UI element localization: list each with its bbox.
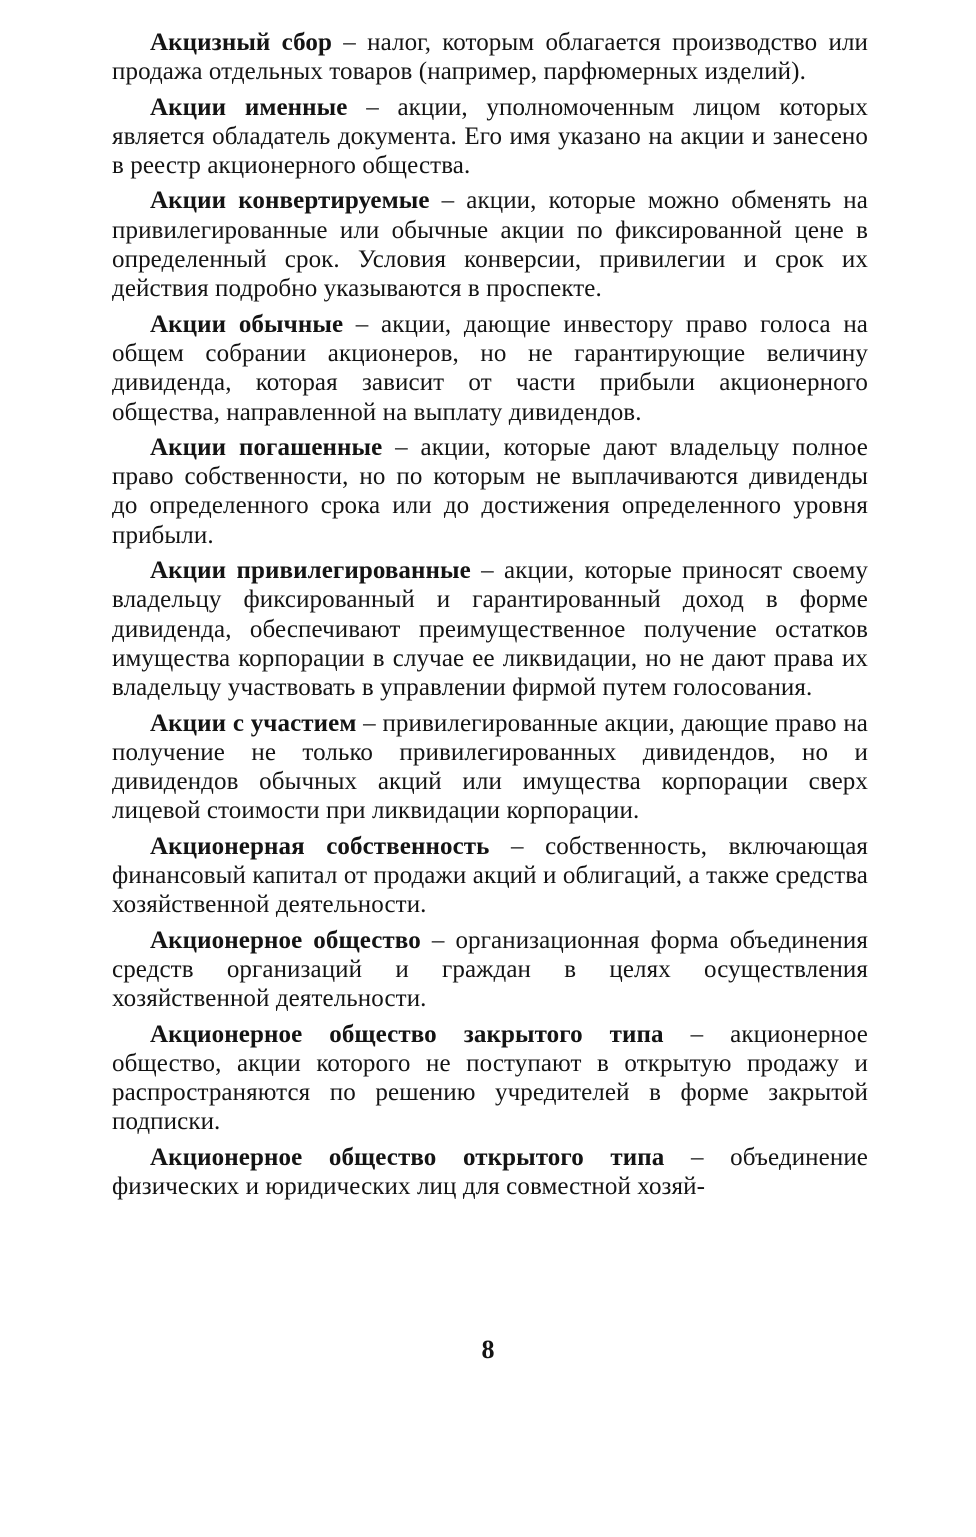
glossary-definition: – привилегированные акции, дающие право на получение не только привилегированных дивидендов, но и дивидендов обычных акций или имущества корпорации сверх лицевой стоимости при ликвидации корпорации. bbox=[112, 709, 868, 825]
glossary-term: Акции погашенные bbox=[150, 433, 383, 461]
glossary-definition: – акции, которые дают владельцу полное право собственности, но по которым не выплачиваются дивиденды до определенного срока или до достижения определенного уровня прибыли. bbox=[112, 433, 869, 549]
glossary-term: Акции с участием bbox=[150, 709, 357, 737]
page-number: 8 bbox=[481, 1335, 495, 1364]
glossary-definition: – акции, которые можно обменять на привилегированные или обычные акции по фиксированной цене в определенный срок. Условия конверсии, привилегии и срок их действия подробно указываются в проспекте. bbox=[112, 187, 868, 303]
glossary-term: Акцизный сбор bbox=[150, 29, 333, 56]
glossary-term: Акционерная собственность bbox=[150, 832, 490, 860]
glossary-term: Акции обычные bbox=[150, 310, 344, 338]
glossary-term: Акционерное общество открытого типа bbox=[150, 1143, 665, 1171]
glossary-term: Акции именные bbox=[150, 93, 348, 121]
glossary-entry bbox=[112, 832, 868, 920]
glossary-definition: – налог, которым облагается производство или продажа отдельных товаров (например, парфюмерных изделий). bbox=[112, 29, 868, 86]
glossary-entry bbox=[112, 93, 868, 181]
glossary-term: Акции привилегированные bbox=[150, 557, 471, 585]
glossary-entry bbox=[112, 926, 868, 1014]
glossary-entry bbox=[112, 310, 868, 427]
glossary-entry bbox=[112, 556, 868, 702]
glossary-definition: – объединение физических и юридических лиц для совместной хозяй- bbox=[112, 1143, 868, 1200]
glossary-entry bbox=[112, 433, 868, 550]
glossary-entry bbox=[112, 28, 868, 87]
glossary-entry bbox=[112, 186, 868, 303]
glossary-definition: – акционерное общество, акции которого не поступают в открытую продажу и распространяются по решению учредителей в форме закрытой подписки. bbox=[112, 1020, 869, 1136]
glossary-entry bbox=[112, 709, 868, 826]
glossary-column bbox=[112, 28, 868, 1207]
glossary-definition: – акции, уполномоченным лицом которых является обладатель документа. Его имя указано на акции и занесено в реестр акционерного общества. bbox=[112, 93, 868, 180]
glossary-definition: – организационная форма объединения средств организаций и граждан в целях осуществления хозяйственной деятельности. bbox=[112, 926, 868, 1013]
glossary-definition: – акции, дающие инвестору право голоса на общем собрании акционеров, но не гарантирующие величину дивиденда, которая зависит от части прибыли акционерного общества, направленной на выплату дивидендов. bbox=[112, 310, 868, 426]
glossary-term: Акционерное общество bbox=[150, 926, 421, 954]
glossary-entry bbox=[112, 1143, 868, 1202]
glossary-term: Акции конвертируемые bbox=[150, 187, 430, 215]
glossary-entry bbox=[112, 1020, 868, 1137]
glossary-definition: – собственность, включающая финансовый капитал от продажи акций и облигаций, а также средства хозяйственной деятельности. bbox=[112, 832, 868, 919]
glossary-term: Акционерное общество закрытого типа bbox=[150, 1020, 664, 1048]
glossary-definition: – акции, которые приносят своему владельцу фиксированный и гарантированный доход в форме дивиденда, обеспечивают преимущественное получение остатков имущества корпорации в случае ее ликвидации, но не дают права их владельцу участвовать в управлении фирмой путем голосования. bbox=[112, 557, 868, 702]
